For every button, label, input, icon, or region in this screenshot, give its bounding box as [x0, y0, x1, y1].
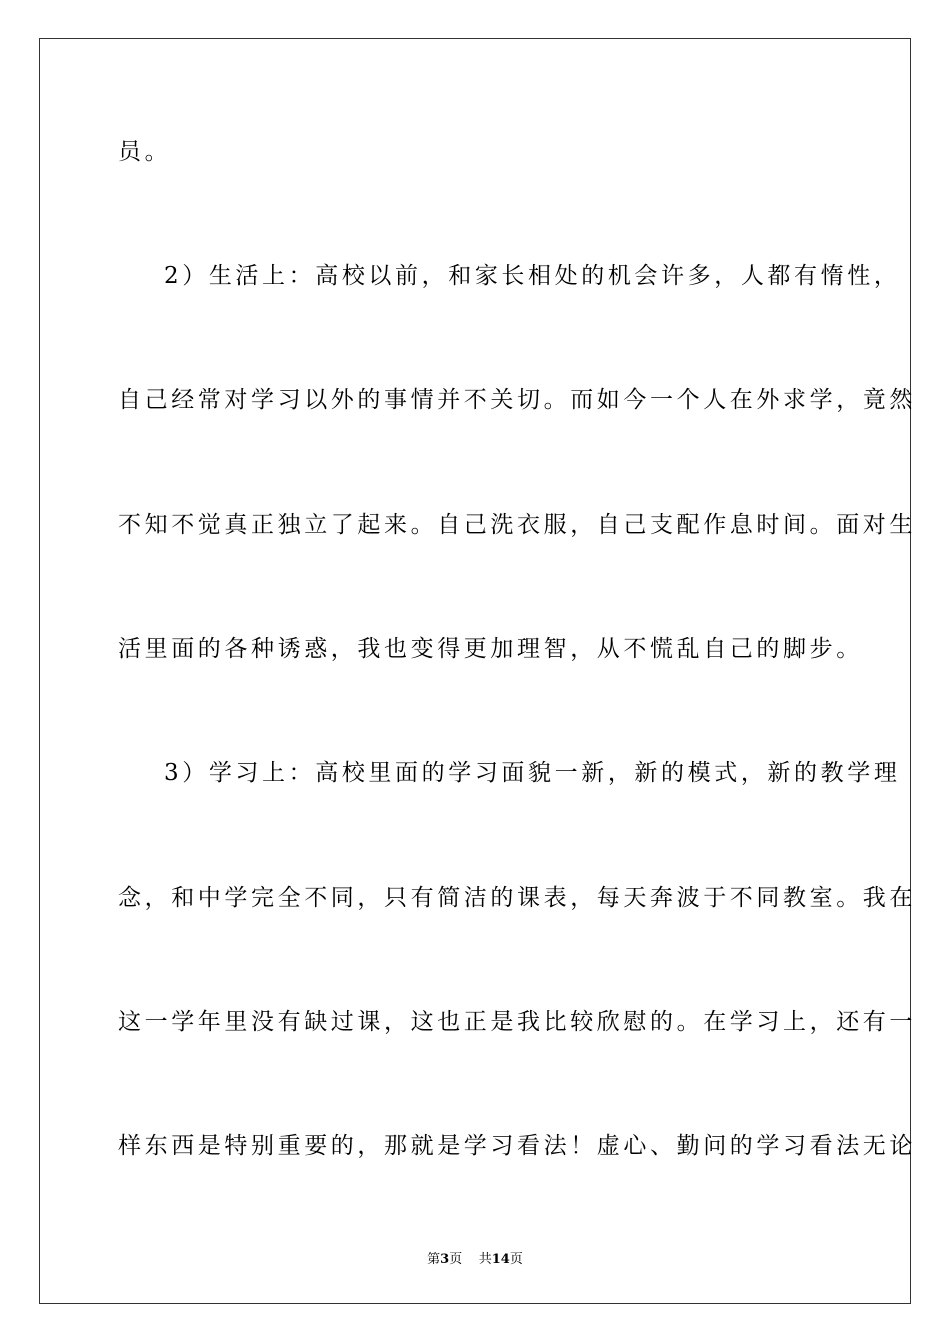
- text-line-6: 3）学习上：高校里面的学习面貌一新，新的模式，新的教学理: [164, 760, 901, 786]
- footer-total-prefix: 共: [478, 1252, 492, 1267]
- footer-total-suffix: 页: [509, 1252, 523, 1267]
- footer-total-number: 14: [491, 1252, 510, 1267]
- text-line-2: 2）生活上：高校以前，和家长相处的机会许多，人都有惰性，: [164, 263, 901, 289]
- text-line-3: 自己经常对学习以外的事情并不关切。而如今一个人在外求学，竟然: [118, 387, 916, 413]
- text-line-4: 不知不觉真正独立了起来。自己洗衣服，自己支配作息时间。面对生: [118, 512, 916, 538]
- text-line-1: 员。: [118, 139, 172, 165]
- text-line-8: 这一学年里没有缺过课，这也正是我比较欣慰的。在学习上，还有一: [118, 1009, 916, 1035]
- text-line-9: 样东西是特别重要的，那就是学习看法！虚心、勤问的学习看法无论: [118, 1133, 916, 1159]
- footer-page-prefix: 第: [427, 1252, 441, 1267]
- text-line-7: 念，和中学完全不同，只有简洁的课表，每天奔波于不同教室。我在: [118, 885, 916, 911]
- page-footer: [0, 1248, 950, 1267]
- footer-page-number: 3: [440, 1252, 450, 1267]
- footer-page-suffix: 页: [449, 1252, 463, 1267]
- text-line-5: 活里面的各种诱惑，我也变得更加理智，从不慌乱自己的脚步。: [118, 636, 863, 662]
- page-border: [39, 38, 916, 1304]
